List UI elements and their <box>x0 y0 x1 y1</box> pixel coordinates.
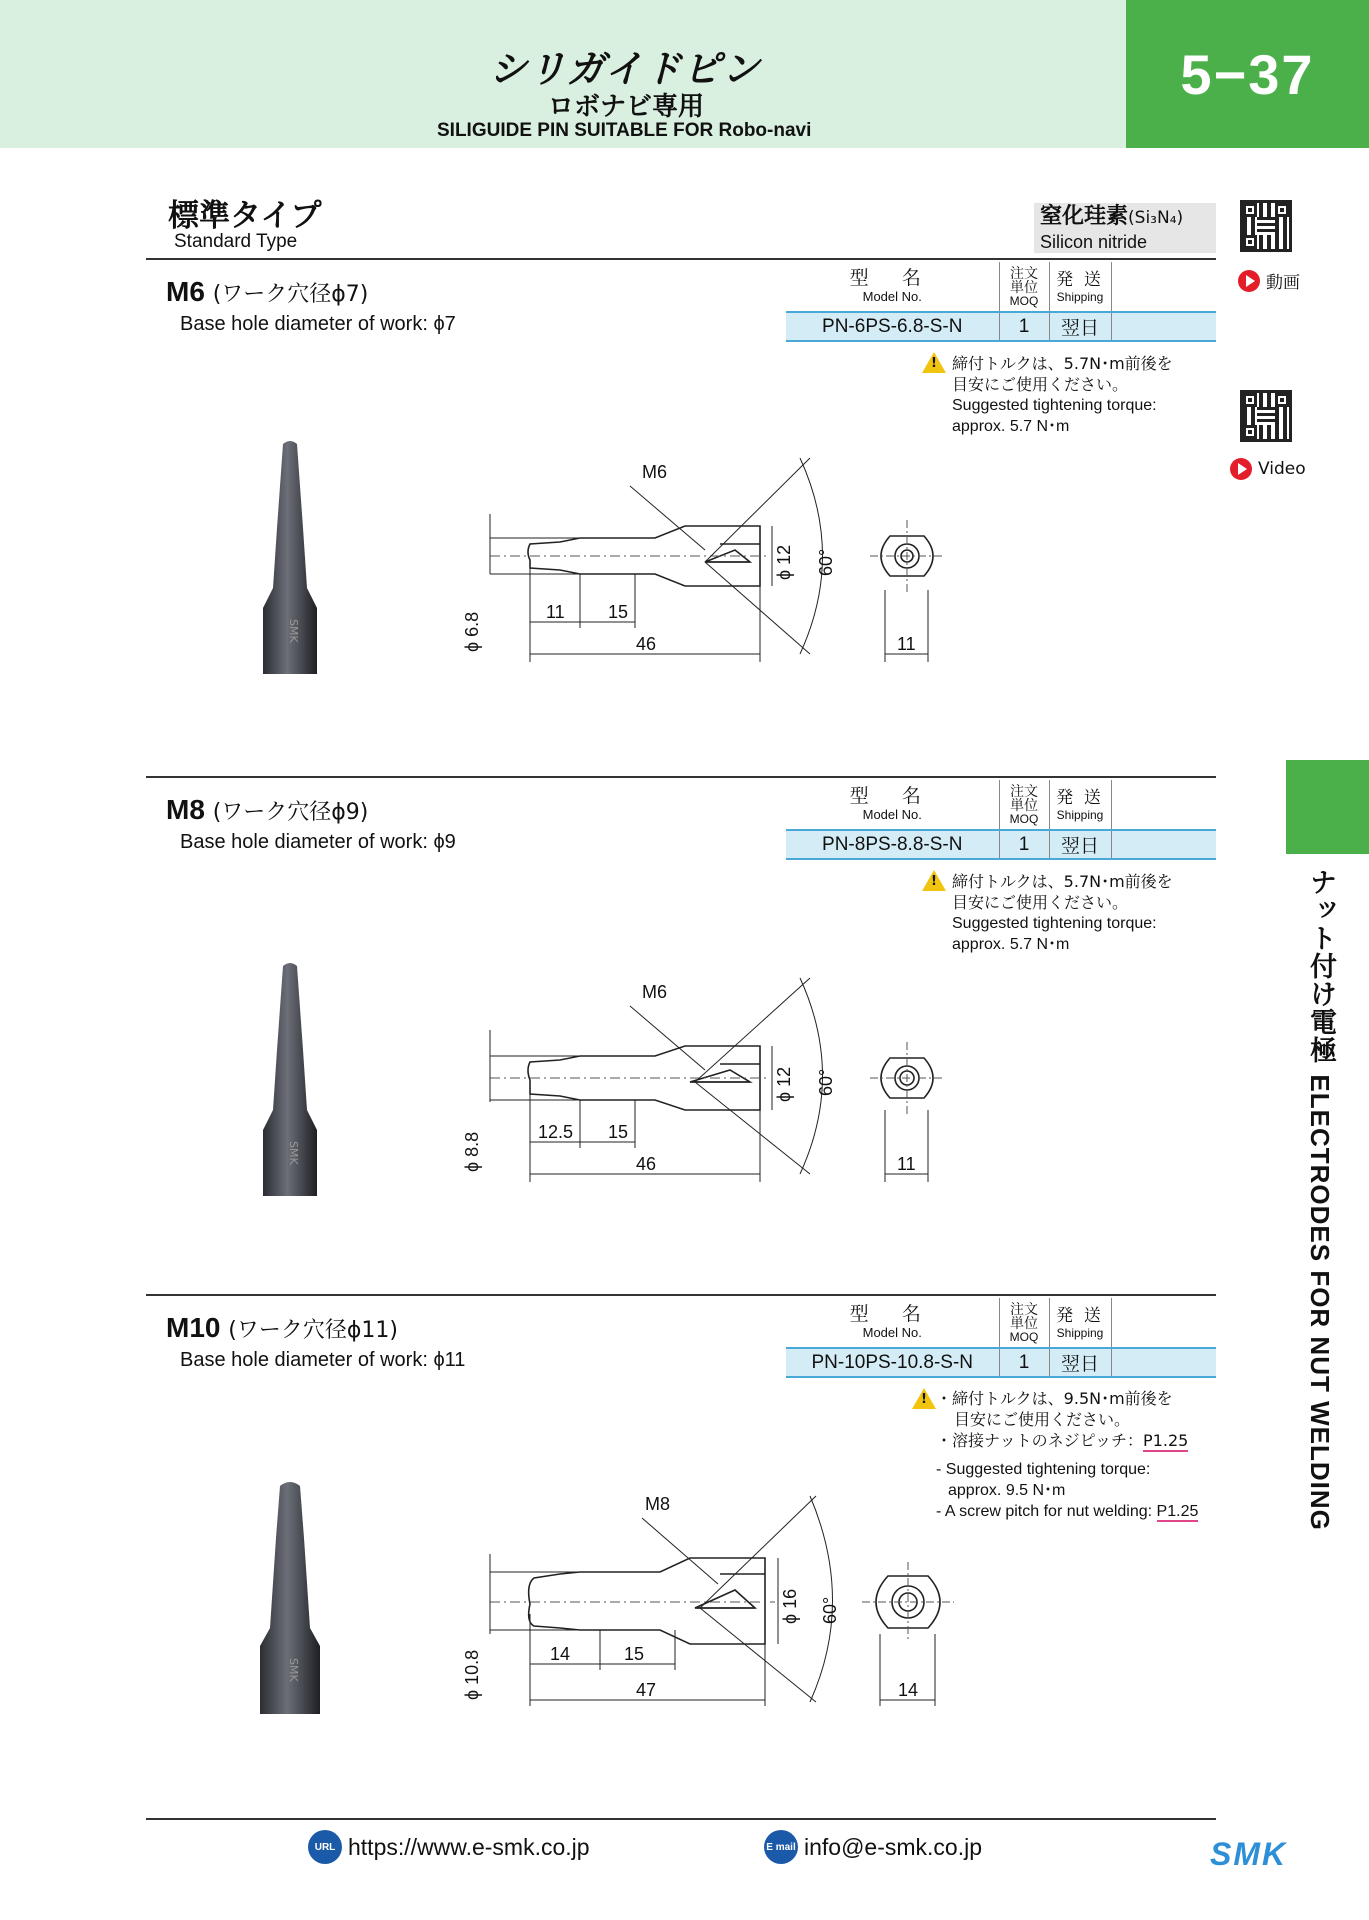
item-title <box>166 1312 398 1344</box>
video-link-jp[interactable] <box>1238 268 1300 293</box>
dim-flat: 11 <box>897 634 916 654</box>
technical-drawing <box>450 440 970 670</box>
dim-l2: 15 <box>624 1644 645 1664</box>
dim-total: 46 <box>636 634 657 654</box>
video-label-en: Video <box>1258 459 1306 479</box>
pin-engraving: SMK <box>287 619 300 643</box>
side-tab-marker <box>1286 760 1369 854</box>
torque-note <box>952 871 1173 955</box>
note-line: 目安にご使用ください。 <box>954 1410 1131 1429</box>
side-tab-label <box>1290 868 1340 1531</box>
material-en: Silicon nitride <box>1040 232 1148 252</box>
model-header-en: Model No. <box>862 1325 922 1340</box>
moq-header-en: MOQ <box>1009 811 1039 826</box>
note-line: Suggested tightening torque: <box>952 397 1157 414</box>
dim-l1: 11 <box>546 602 565 622</box>
base-hole-text: Base hole diameter of work: ϕ9 <box>180 831 456 853</box>
footer-url[interactable] <box>308 1830 590 1864</box>
note-line: ・締付トルクは、9.5N･m前後を <box>936 1389 1173 1408</box>
pin-engraving: SMK <box>287 1141 300 1165</box>
technical-drawing <box>450 960 970 1190</box>
dim-head-diameter: ϕ 12 <box>774 1066 794 1102</box>
model-header-jp: 型 名 <box>849 268 935 289</box>
model-number[interactable]: PN-10PS-10.8-S-N <box>786 1348 999 1377</box>
section-title: 標準タイプ <box>168 198 322 234</box>
qr-code-icon[interactable] <box>1240 200 1292 252</box>
note-line: 目安にご使用ください。 <box>952 375 1129 394</box>
brand-title: シリガイドピン <box>489 47 761 91</box>
moq-header-en: MOQ <box>1009 293 1039 308</box>
moq-value: 1 <box>999 1348 1049 1377</box>
play-icon <box>1238 270 1260 292</box>
dim-pin-diameter: ϕ 10.8 <box>462 1649 482 1700</box>
ship-header-jp: 発 送 <box>1056 269 1104 289</box>
dim-angle: 60° <box>820 1596 840 1624</box>
dim-l1: 12.5 <box>538 1122 574 1142</box>
note-line: 締付トルクは、5.7N･m前後を <box>952 354 1173 373</box>
dim-l1: 14 <box>550 1644 571 1664</box>
pitch-value: P1.25 <box>1143 1431 1189 1450</box>
warning-icon <box>922 870 946 891</box>
dim-head-diameter: ϕ 12 <box>774 544 794 580</box>
model-header-jp: 型 名 <box>849 786 935 807</box>
note-line: Suggested tightening torque: <box>952 915 1157 932</box>
item-title <box>166 276 368 308</box>
moq-header-jp: 注文 <box>1010 264 1038 281</box>
section-title-en: Standard Type <box>174 231 298 252</box>
qr-code-icon[interactable] <box>1240 390 1292 442</box>
spec-table <box>786 780 1216 860</box>
url-icon: URL <box>308 1830 342 1864</box>
moq-header-en: MOQ <box>1009 1329 1039 1344</box>
model-number[interactable]: PN-8PS-8.8-S-N <box>786 830 999 859</box>
moq-header-jp: 単位 <box>1010 1314 1038 1331</box>
note-line: 締付トルクは、5.7N･m前後を <box>952 872 1173 891</box>
item-title <box>166 794 368 826</box>
website-link[interactable]: https://www.e-smk.co.jp <box>348 1833 590 1860</box>
pitch-value: P1.25 <box>1156 1503 1199 1520</box>
note-line: - Suggested tightening torque: <box>936 1461 1151 1478</box>
footer-rule <box>146 1818 1216 1820</box>
ship-header-jp: 発 送 <box>1056 1305 1104 1325</box>
video-link-en[interactable] <box>1230 458 1306 480</box>
item-size-jp: (ワーク穴径ϕ7) <box>212 282 369 307</box>
item-size: M8 <box>166 794 205 825</box>
item-size-jp: (ワーク穴径ϕ11) <box>228 1318 398 1343</box>
note-line: approx. 5.7 N･m <box>952 936 1070 953</box>
dim-total: 46 <box>636 1154 657 1174</box>
dim-thread: M8 <box>645 1494 671 1514</box>
email-icon: E mail <box>764 1830 798 1864</box>
ship-header-en: Shipping <box>1056 289 1104 304</box>
dim-thread: M6 <box>642 982 668 1002</box>
pin-engraving: SMK <box>287 1658 300 1682</box>
dim-angle: 60° <box>816 1068 836 1096</box>
header-subtitle: ロボナビ専用 <box>548 92 705 122</box>
moq-value: 1 <box>999 312 1049 341</box>
dim-flat: 14 <box>898 1680 919 1700</box>
item-size: M6 <box>166 276 205 307</box>
dim-pin-diameter: ϕ 6.8 <box>462 611 482 652</box>
item-size-jp: (ワーク穴径ϕ9) <box>212 800 369 825</box>
footer-email[interactable] <box>764 1830 982 1864</box>
email-link[interactable]: info@e-smk.co.jp <box>804 1833 983 1860</box>
material-jp: 窒化珪素 <box>1040 204 1129 229</box>
material-formula: (Si₃N₄) <box>1128 208 1184 228</box>
moq-header-jp: 単位 <box>1010 278 1038 295</box>
ship-header-en: Shipping <box>1056 807 1104 822</box>
warning-icon <box>922 352 946 373</box>
company-logo: SMK <box>1210 1836 1288 1872</box>
ship-header-en: Shipping <box>1056 1325 1104 1340</box>
model-header-en: Model No. <box>862 807 922 822</box>
dim-pin-diameter: ϕ 8.8 <box>462 1131 482 1172</box>
model-header-jp: 型 名 <box>849 1304 935 1325</box>
section-rule <box>146 258 1216 260</box>
dim-l2: 15 <box>608 1122 629 1142</box>
side-tab-jp: ナット付け電極 <box>1305 868 1336 1064</box>
side-tab-en: ELECTRODES FOR NUT WELDING <box>1305 1074 1335 1531</box>
moq-header-jp: 注文 <box>1010 1300 1038 1317</box>
torque-note <box>952 353 1173 437</box>
shipping-value: 翌日 <box>1049 1348 1111 1377</box>
technical-drawing <box>450 1474 970 1714</box>
dim-angle: 60° <box>816 548 836 576</box>
pin-photo <box>245 960 335 1200</box>
spec-table <box>786 262 1216 342</box>
pin-photo <box>245 438 335 678</box>
spec-table <box>786 1298 1216 1378</box>
ship-header-jp: 発 送 <box>1056 787 1104 807</box>
play-icon <box>1230 458 1252 480</box>
model-number[interactable]: PN-6PS-6.8-S-N <box>786 312 999 341</box>
base-hole-text: Base hole diameter of work: ϕ11 <box>180 1349 466 1371</box>
material-badge <box>1034 203 1216 253</box>
torque-note <box>936 1388 1198 1522</box>
section-rule <box>146 1294 1216 1296</box>
note-line: approx. 9.5 N･m <box>948 1482 1066 1499</box>
moq-header-jp: 注文 <box>1010 782 1038 799</box>
pin-photo <box>240 1478 340 1718</box>
video-label-jp: 動画 <box>1266 273 1300 293</box>
moq-value: 1 <box>999 830 1049 859</box>
dim-thread: M6 <box>642 462 668 482</box>
header-subtitle-en: SILIGUIDE PIN SUITABLE FOR Robo-navi <box>437 120 812 141</box>
model-header-en: Model No. <box>862 289 922 304</box>
dim-head-diameter: ϕ 16 <box>780 1588 800 1624</box>
shipping-value: 翌日 <box>1049 312 1111 341</box>
page-number: 5−37 <box>1126 0 1369 148</box>
warning-icon <box>912 1388 936 1409</box>
dim-l2: 15 <box>608 602 629 622</box>
note-line: ・溶接ナットのネジピッチ： <box>936 1431 1144 1450</box>
section-rule <box>146 776 1216 778</box>
shipping-value: 翌日 <box>1049 830 1111 859</box>
item-size: M10 <box>166 1312 221 1343</box>
dim-total: 47 <box>636 1680 657 1700</box>
base-hole-text: Base hole diameter of work: ϕ7 <box>180 313 456 335</box>
moq-header-jp: 単位 <box>1010 796 1038 813</box>
note-line: approx. 5.7 N･m <box>952 418 1070 435</box>
dim-flat: 11 <box>897 1154 916 1174</box>
note-line: - A screw pitch for nut welding: <box>936 1503 1157 1520</box>
note-line: 目安にご使用ください。 <box>952 893 1129 912</box>
